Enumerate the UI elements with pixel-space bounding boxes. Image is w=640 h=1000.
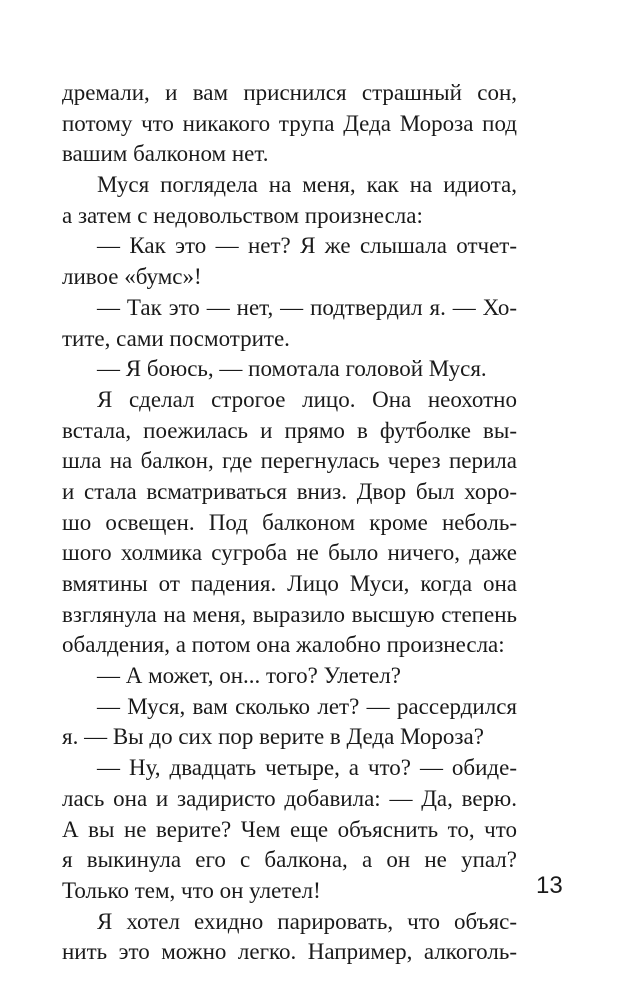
text-line: ливое «бумс»! — [62, 264, 202, 290]
text-line: Я сделал строгое лицо. Она неохотно — [97, 386, 517, 412]
text-line: А вы не верите? Чем еще объяснить то, что — [62, 816, 517, 842]
text-line: взглянула на меня, выразило высшую степень — [62, 601, 517, 627]
text-line: — Ну, двадцать четыре, а что? — обиде- — [97, 755, 517, 781]
body-text — [62, 78, 517, 968]
text-line: обалдения, а потом она жалобно произнесла: — [62, 632, 505, 658]
text-line: — Как это — нет? Я же слышала отчет- — [97, 233, 517, 259]
text-line: я выкинула его с балкона, а он не упал? — [62, 847, 517, 873]
text-line: вмятины от падения. Лицо Муси, когда она — [62, 571, 517, 596]
text-line: шо освещен. Под балконом кроме неболь- — [62, 509, 517, 535]
text-line: потому что никакого трупа Деда Мороза под — [62, 110, 517, 136]
page-number: 13 — [536, 872, 563, 899]
text-line: — Так это — нет, — подтвердил я. — Хо- — [97, 294, 517, 320]
text-line: — А может, он... того? Улетел? — [97, 663, 401, 689]
text-line: шла на балкон, где перегнулась через перила — [62, 448, 517, 474]
text-line: Муся поглядела на меня, как на идиота, — [97, 172, 517, 198]
text-line: встала, поежилась и прямо в футболке вы- — [62, 417, 517, 443]
text-line: нить это можно легко. Например, алкоголь- — [62, 939, 517, 965]
text-line: дремали, и вам приснился страшный сон, — [62, 80, 517, 105]
text-line: и стала всматриваться вниз. Двор был хоро- — [62, 478, 517, 504]
text-line: тите, сами посмотрите. — [62, 325, 290, 351]
text-line: Я хотел ехидно парировать, что объяс- — [97, 908, 517, 934]
text-line: я. — Вы до сих пор верите в Деда Мороза? — [62, 724, 484, 750]
text-line: — Муся, вам сколько лет? — рассердился — [97, 693, 517, 719]
text-line: лась она и задиристо добавила: — Да, верю. — [62, 785, 517, 811]
text-line: шого холмика сугроба не было ничего, даже — [62, 540, 517, 566]
text-line: Только тем, что он улетел! — [62, 877, 321, 903]
text-line: вашим балконом нет. — [62, 141, 269, 167]
text-line: — Я боюсь, — помотала головой Муся. — [97, 356, 487, 382]
text-line: а затем с недовольством произнесла: — [62, 202, 423, 228]
